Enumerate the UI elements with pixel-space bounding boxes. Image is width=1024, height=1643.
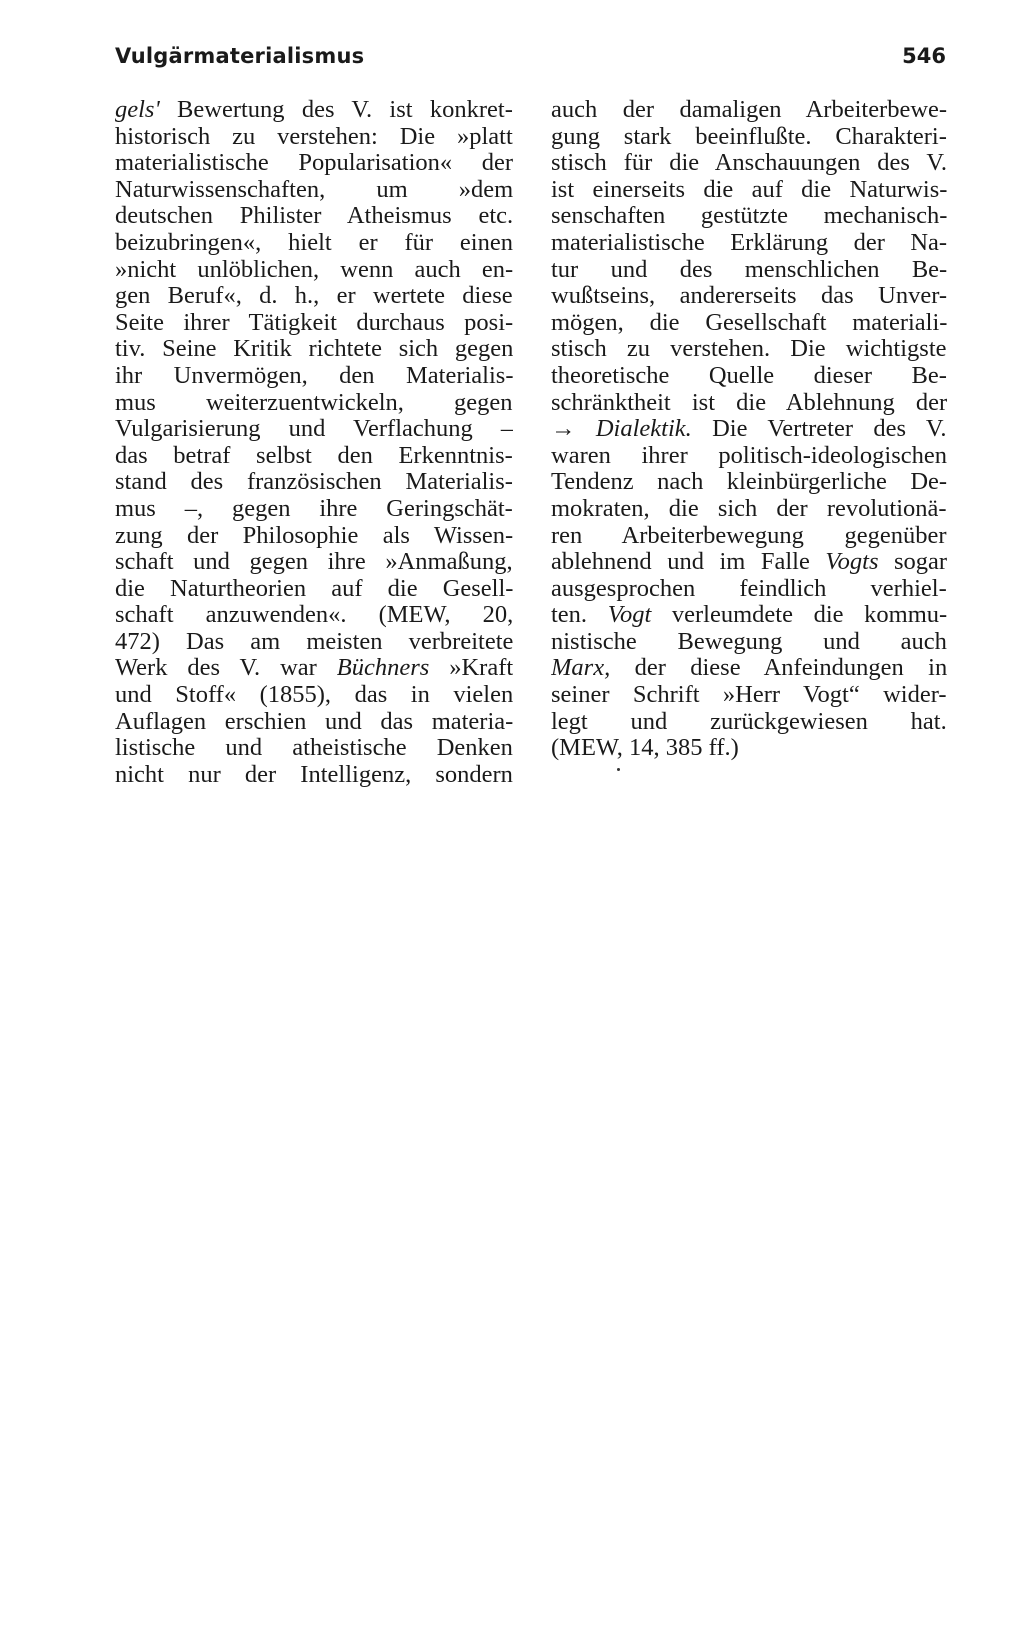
- text-segment: mus weiterzuentwickeln, gegen: [115, 389, 513, 416]
- text-segment: Tendenz nach kleinbürgerliche De-: [551, 469, 947, 496]
- text-line: [115, 257, 513, 284]
- text-column-left: [115, 97, 513, 788]
- text-line: [551, 629, 947, 656]
- text-segment: Auflagen erschien und das materia-: [115, 708, 513, 735]
- text-line: [551, 576, 947, 603]
- text-segment: mögen, die Gesellschaft materiali-: [551, 309, 947, 336]
- text-line: [115, 203, 513, 230]
- text-line: [551, 283, 947, 310]
- text-line: [551, 602, 947, 629]
- page-number: 546: [902, 44, 946, 68]
- text-segment: deutschen Philister Atheismus etc.: [115, 203, 513, 230]
- text-segment: Dialektik.: [595, 416, 692, 443]
- text-line: [115, 655, 513, 682]
- text-segment: legt und zurückgewiesen hat.: [551, 708, 947, 735]
- text-line: [551, 310, 947, 337]
- text-segment: 472) Das am meisten verbreitete: [115, 628, 513, 655]
- text-segment: nicht nur der Intelligenz, sondern: [115, 761, 513, 788]
- text-line: [551, 203, 947, 230]
- text-line: [115, 310, 513, 337]
- text-line: [115, 762, 513, 789]
- text-line: [115, 97, 513, 124]
- text-line: [115, 496, 513, 523]
- text-line: [551, 257, 947, 284]
- text-segment: die Naturtheorien auf die Gesell-: [115, 575, 513, 602]
- text-segment: Seite ihrer Tätigkeit durchaus posi-: [115, 309, 513, 336]
- text-segment: Marx,: [551, 655, 611, 682]
- text-line: [115, 177, 513, 204]
- text-segment: Werk des V. war: [115, 655, 337, 682]
- text-segment: ihr Unvermögen, den Materialis-: [115, 362, 513, 389]
- text-line: [551, 150, 947, 177]
- text-segment: Vogt: [607, 602, 652, 629]
- text-segment: ren Arbeiterbewegung gegenüber: [551, 522, 947, 549]
- text-segment: verleumdete die kommu-: [651, 602, 947, 629]
- text-segment: das betraf selbst den Erkenntnis-: [115, 442, 513, 469]
- text-segment: »nicht unlöblichen, wenn auch en-: [115, 256, 513, 283]
- text-line: [551, 336, 947, 363]
- text-segment: gen Beruf«, d. h., er wertete diese: [115, 283, 513, 310]
- text-segment: ablehnend und im Falle: [551, 549, 826, 576]
- page-header: [115, 44, 946, 74]
- text-segment: schränktheit ist die Ablehnung der: [551, 389, 947, 416]
- text-line: [115, 230, 513, 257]
- text-segment: auch der damaligen Arbeiterbewe-: [551, 97, 947, 123]
- text-line: [551, 682, 947, 709]
- text-line: [551, 655, 947, 682]
- text-segment: →: [551, 416, 596, 443]
- text-line: [551, 390, 947, 417]
- text-line: [551, 523, 947, 550]
- text-segment: seiner Schrift »Herr Vogt“ wider-: [551, 682, 947, 709]
- text-line: [115, 283, 513, 310]
- text-segment: mus –, gegen ihre Geringschät-: [115, 495, 513, 522]
- text-segment: sogar: [878, 549, 947, 576]
- text-segment: tiv. Seine Kritik richtete sich gegen: [115, 336, 513, 363]
- text-line: [551, 496, 947, 523]
- text-line: [551, 230, 947, 257]
- text-segment: Büchners: [336, 655, 430, 682]
- text-line: [551, 124, 947, 151]
- text-line: [115, 682, 513, 709]
- text-column-right: [551, 97, 947, 762]
- text-segment: Bewertung des V. ist konkret-: [159, 97, 513, 123]
- running-head: Vulgärmaterialismus: [115, 44, 365, 68]
- text-segment: theoretische Quelle dieser Be-: [551, 362, 947, 389]
- text-segment: materialistische Erklärung der Na-: [551, 229, 947, 256]
- text-line: [115, 523, 513, 550]
- text-line: [551, 469, 947, 496]
- text-line: [115, 150, 513, 177]
- text-segment: stisch zu verstehen. Die wichtigste: [551, 336, 947, 363]
- text-segment: zung der Philosophie als Wissen-: [115, 522, 513, 549]
- text-segment: mokraten, die sich der revolutionä-: [551, 495, 947, 522]
- text-segment: tur und des menschlichen Be-: [551, 256, 947, 283]
- text-line: [115, 709, 513, 736]
- text-segment: der diese Anfeindungen in: [610, 655, 947, 682]
- text-line: [551, 549, 947, 576]
- text-line: [115, 469, 513, 496]
- text-line: [115, 124, 513, 151]
- text-line: [115, 549, 513, 576]
- print-speck: [617, 768, 620, 771]
- text-line: [115, 602, 513, 629]
- text-segment: wußtseins, andererseits das Unver-: [551, 283, 947, 310]
- text-segment: gung stark beeinflußte. Charakteri-: [551, 123, 947, 150]
- text-segment: »Kraft: [429, 655, 513, 682]
- text-line: [551, 416, 947, 443]
- text-segment: stisch für die Anschauungen des V.: [551, 150, 947, 177]
- text-segment: ist einerseits die auf die Naturwis-: [551, 176, 947, 203]
- text-segment: stand des französischen Materialis-: [115, 469, 513, 496]
- text-segment: nistische Bewegung und auch: [551, 628, 947, 655]
- text-segment: beizubringen«, hielt er für einen: [115, 229, 513, 256]
- text-line: [551, 443, 947, 470]
- text-segment: Die Vertreter des V.: [691, 416, 947, 443]
- text-line: [115, 416, 513, 443]
- text-line: [115, 390, 513, 417]
- text-segment: Naturwissenschaften, um »dem: [115, 176, 513, 203]
- text-segment: waren ihrer politisch-ideologischen: [551, 442, 947, 469]
- text-segment: Vogts: [825, 549, 879, 576]
- text-segment: listische und atheistische Denken: [115, 735, 513, 762]
- text-line: [115, 576, 513, 603]
- text-line: [551, 735, 947, 762]
- text-segment: gels': [115, 97, 160, 123]
- text-line: [551, 177, 947, 204]
- text-segment: schaft anzuwenden«. (MEW, 20,: [115, 602, 513, 629]
- text-segment: (MEW, 14, 385 ff.): [551, 735, 739, 762]
- text-line: [551, 363, 947, 390]
- text-line: [551, 709, 947, 736]
- text-segment: Vulgarisierung und Verflachung –: [115, 416, 513, 443]
- text-segment: ausgesprochen feindlich verhiel-: [551, 575, 947, 602]
- text-line: [115, 443, 513, 470]
- text-segment: materialistische Popularisation« der: [115, 150, 513, 177]
- text-line: [115, 336, 513, 363]
- text-segment: senschaften gestützte mechanisch-: [551, 203, 947, 230]
- text-segment: und Stoff« (1855), das in vielen: [115, 682, 513, 709]
- text-segment: historisch zu verstehen: Die »platt: [115, 123, 513, 150]
- text-line: [115, 629, 513, 656]
- text-line: [115, 363, 513, 390]
- text-line: [551, 97, 947, 124]
- text-line: [115, 735, 513, 762]
- text-segment: schaft und gegen ihre »Anmaßung,: [115, 549, 513, 576]
- text-segment: ten.: [551, 602, 608, 629]
